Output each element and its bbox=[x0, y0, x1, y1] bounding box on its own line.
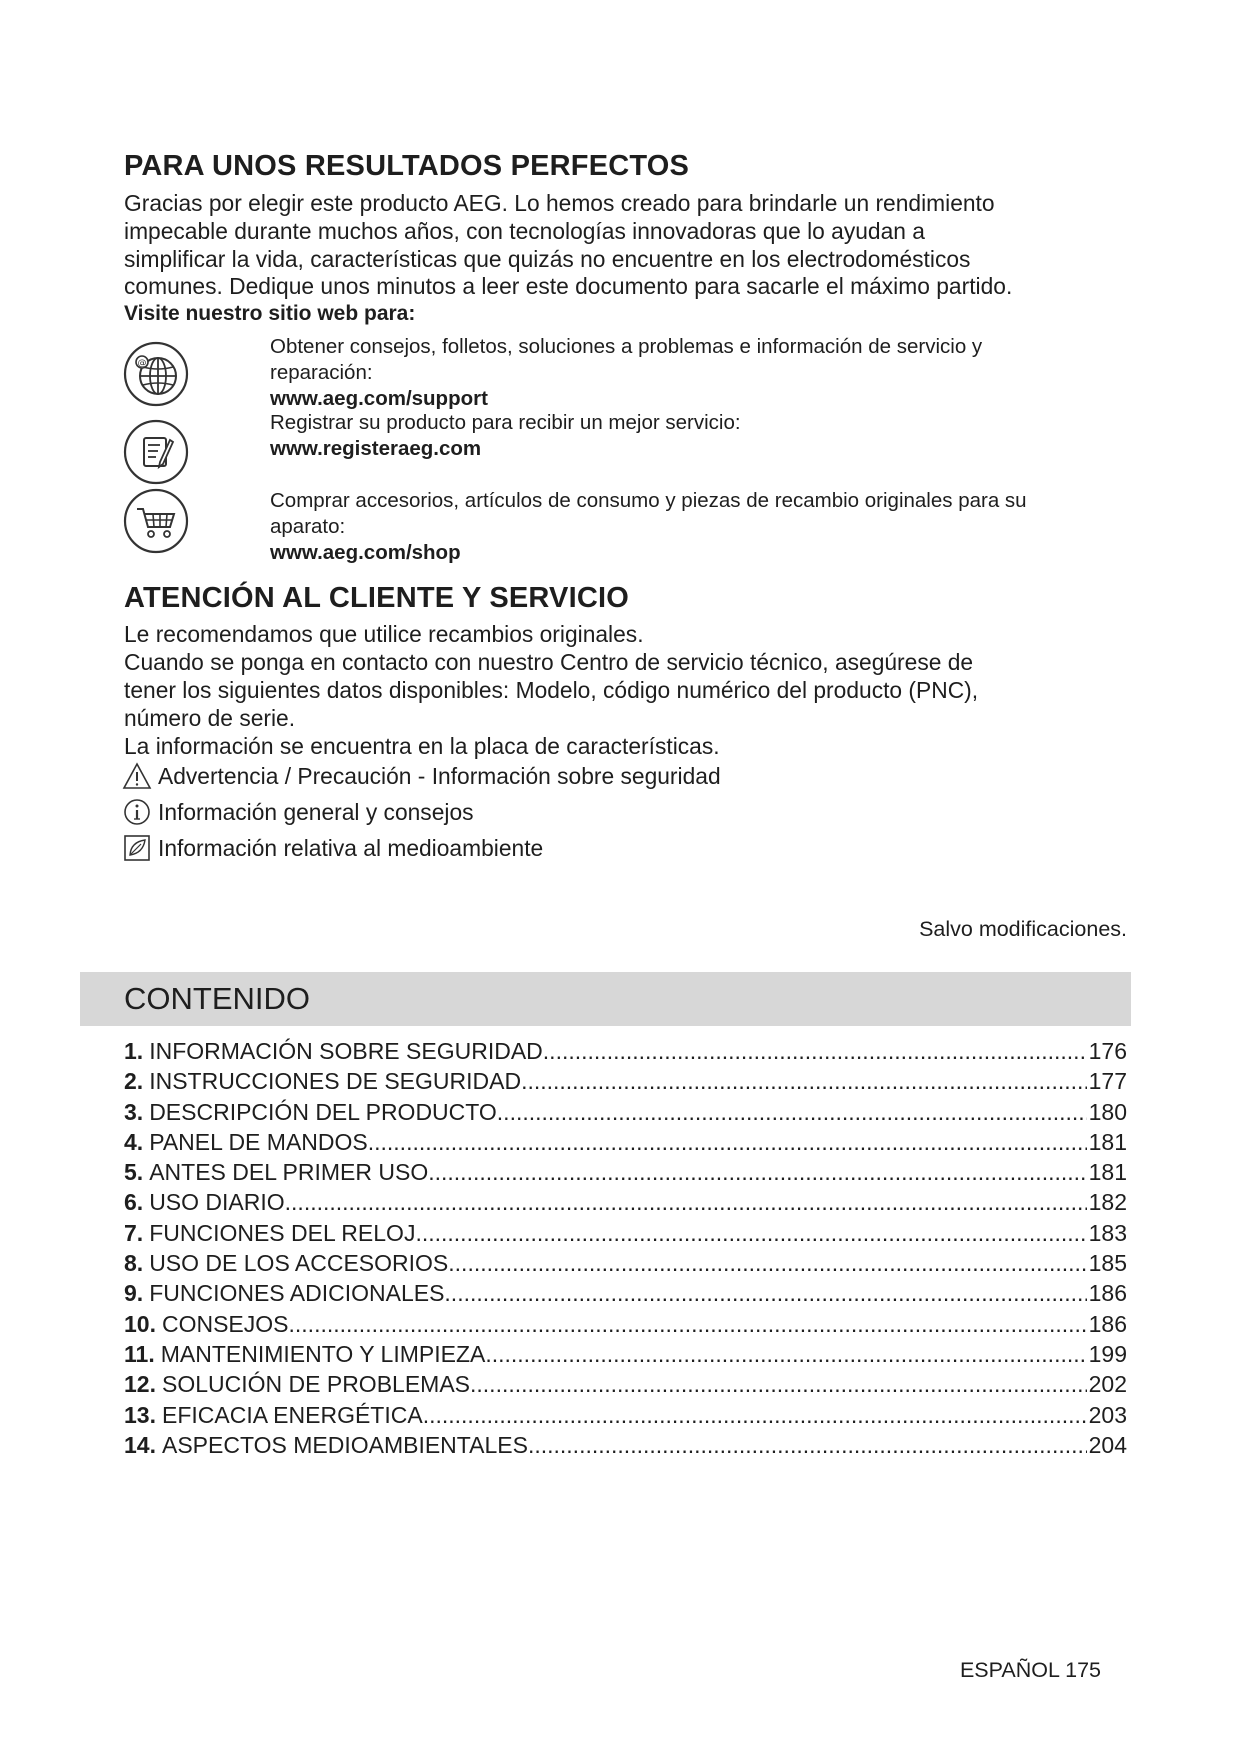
footer-language: ESPAÑOL bbox=[959, 1658, 1060, 1682]
toc-item-page: 202 bbox=[1088, 1371, 1127, 1398]
customer-line: Le recomendamos que utilice recambios originales. bbox=[124, 621, 644, 647]
toc-item-page: 183 bbox=[1088, 1219, 1127, 1246]
toc-item-label: CONSEJOS bbox=[161, 1310, 289, 1337]
toc-item-page: 181 bbox=[1088, 1159, 1127, 1186]
toc-item-label: EFICACIA ENERGÉTICA bbox=[161, 1401, 423, 1428]
link-shop-desc: Comprar accesorios, artículos de consumo y piezas de recambio originales para su bbox=[270, 489, 1027, 512]
toc-title: CONTENIDO bbox=[124, 981, 310, 1016]
toc-item-label: USO DE LOS ACCESORIOS bbox=[149, 1250, 449, 1277]
toc-item-number: 10. bbox=[124, 1310, 156, 1337]
legend-warning-label: Advertencia / Precaución - Información sobre seguridad bbox=[158, 762, 721, 789]
toc-item-page: 185 bbox=[1088, 1250, 1127, 1277]
toc-leader bbox=[521, 1068, 1087, 1095]
legend-info bbox=[122, 797, 474, 827]
toc-item-label: PANEL DE MANDOS bbox=[149, 1128, 368, 1155]
toc-item[interactable] bbox=[124, 1402, 1127, 1432]
toc-item-page: 204 bbox=[1088, 1431, 1127, 1458]
footer-page-number: 175 bbox=[1065, 1658, 1101, 1682]
legend-environment bbox=[122, 833, 543, 863]
environment-icon bbox=[122, 833, 152, 863]
modifications-note: Salvo modificaciones. bbox=[919, 917, 1127, 941]
toc-item-page: 182 bbox=[1088, 1189, 1127, 1216]
intro-paragraph bbox=[124, 190, 1124, 301]
toc-item[interactable] bbox=[124, 1371, 1127, 1401]
toc-leader bbox=[485, 1341, 1086, 1368]
toc-item-label: DESCRIPCIÓN DEL PRODUCTO bbox=[149, 1098, 497, 1125]
link-register bbox=[270, 410, 1110, 462]
toc-item-number: 12. bbox=[124, 1371, 156, 1398]
customer-line: La información se encuentra en la placa de características. bbox=[124, 733, 720, 759]
toc-item-page: 181 bbox=[1088, 1128, 1127, 1155]
toc-item-page: 203 bbox=[1088, 1401, 1127, 1428]
toc-item-number: 8. bbox=[124, 1250, 144, 1277]
toc-item-number: 7. bbox=[124, 1219, 144, 1246]
toc-item[interactable] bbox=[124, 1311, 1127, 1341]
link-support-desc: Obtener consejos, folletos, soluciones a problemas e información de servicio y bbox=[270, 335, 983, 358]
toc-leader bbox=[448, 1250, 1086, 1277]
toc-item-page: 177 bbox=[1088, 1068, 1127, 1095]
link-register-url[interactable]: www.registeraeg.com bbox=[270, 437, 482, 460]
toc-item[interactable] bbox=[124, 1129, 1127, 1159]
toc-leader bbox=[497, 1099, 1087, 1126]
toc-item[interactable] bbox=[124, 1432, 1127, 1462]
section-title-resultados: PARA UNOS RESULTADOS PERFECTOS bbox=[124, 150, 690, 182]
link-shop bbox=[270, 488, 1110, 566]
intro-line: simplificar la vida, características que quizás no encuentre en los electrodomésticos bbox=[124, 245, 971, 272]
toc-leader bbox=[428, 1159, 1086, 1186]
toc-leader bbox=[368, 1129, 1087, 1156]
toc-item-number: 4. bbox=[124, 1128, 144, 1155]
link-shop-desc: aparato: bbox=[270, 515, 346, 538]
toc-item[interactable] bbox=[124, 1280, 1127, 1310]
toc-item[interactable] bbox=[124, 1068, 1127, 1098]
toc-item[interactable] bbox=[124, 1159, 1127, 1189]
toc-item[interactable] bbox=[124, 1038, 1127, 1068]
toc-leader bbox=[423, 1402, 1087, 1429]
toc-item-number: 13. bbox=[124, 1401, 156, 1428]
toc-leader bbox=[289, 1311, 1087, 1338]
visit-label: Visite nuestro sitio web para: bbox=[124, 302, 416, 325]
toc-item-label: FUNCIONES DEL RELOJ bbox=[149, 1219, 416, 1246]
section-title-atencion: ATENCIÓN AL CLIENTE Y SERVICIO bbox=[124, 582, 629, 614]
toc-item-label: SOLUCIÓN DE PROBLEMAS bbox=[161, 1371, 471, 1398]
register-icon bbox=[122, 418, 190, 486]
toc-item[interactable] bbox=[124, 1099, 1127, 1129]
toc-leader bbox=[470, 1371, 1087, 1398]
toc-item[interactable] bbox=[124, 1250, 1127, 1280]
link-shop-url[interactable]: www.aeg.com/shop bbox=[270, 541, 461, 564]
page-footer bbox=[960, 1658, 1101, 1683]
customer-line: tener los siguientes datos disponibles: Modelo, código numérico del producto (PNC), bbox=[124, 677, 979, 703]
toc-item-page: 186 bbox=[1088, 1280, 1127, 1307]
toc-item-label: ANTES DEL PRIMER USO bbox=[149, 1159, 429, 1186]
toc-leader bbox=[444, 1280, 1086, 1307]
toc-item-page: 186 bbox=[1088, 1310, 1127, 1337]
legend-warning bbox=[122, 761, 721, 791]
toc-item[interactable] bbox=[124, 1189, 1127, 1219]
link-support bbox=[270, 334, 1110, 412]
globe-icon bbox=[122, 340, 190, 408]
legend-environment-label: Información relativa al medioambiente bbox=[158, 834, 544, 861]
toc-item-page: 199 bbox=[1088, 1340, 1127, 1367]
toc-item-number: 6. bbox=[124, 1189, 144, 1216]
customer-paragraph bbox=[124, 620, 1124, 760]
toc-leader bbox=[415, 1220, 1086, 1247]
toc-item-number: 14. bbox=[124, 1431, 156, 1458]
toc-item-number: 3. bbox=[124, 1098, 144, 1125]
toc-item-label: ASPECTOS MEDIOAMBIENTALES bbox=[161, 1431, 528, 1458]
intro-line: Gracias por elegir este producto AEG. Lo hemos creado para brindarle un rendimiento bbox=[124, 190, 995, 216]
customer-line: número de serie. bbox=[124, 705, 296, 731]
toc-item-label: FUNCIONES ADICIONALES bbox=[149, 1280, 445, 1307]
svg-text:@: @ bbox=[137, 358, 147, 369]
customer-line: Cuando se ponga en contacto con nuestro Centro de servicio técnico, asegúrese de bbox=[124, 649, 974, 675]
toc-item-label: USO DIARIO bbox=[149, 1189, 285, 1216]
toc-item-number: 9. bbox=[124, 1280, 144, 1307]
toc-leader bbox=[528, 1432, 1087, 1459]
toc-item-number: 5. bbox=[124, 1159, 144, 1186]
toc-item-number: 11. bbox=[124, 1340, 155, 1367]
link-register-desc: Registrar su producto para recibir un mejor servicio: bbox=[270, 411, 741, 434]
info-icon bbox=[122, 797, 152, 827]
toc-item-page: 180 bbox=[1088, 1098, 1127, 1125]
toc-item-number: 1. bbox=[124, 1038, 144, 1064]
table-of-contents bbox=[124, 1038, 1127, 1462]
toc-item-label: MANTENIMIENTO Y LIMPIEZA bbox=[160, 1340, 486, 1367]
toc-leader bbox=[285, 1189, 1087, 1216]
toc-item[interactable] bbox=[124, 1220, 1127, 1250]
toc-item[interactable] bbox=[124, 1341, 1127, 1371]
toc-item-page: 176 bbox=[1088, 1038, 1127, 1064]
warning-icon bbox=[122, 761, 152, 791]
legend-info-label: Información general y consejos bbox=[158, 798, 474, 825]
toc-item-label: INSTRUCCIONES DE SEGURIDAD bbox=[149, 1068, 522, 1095]
intro-line: comunes. Dedique unos minutos a leer este documento para sacarle el máximo partido. bbox=[124, 273, 1013, 300]
link-support-desc: reparación: bbox=[270, 361, 373, 384]
toc-item-label: INFORMACIÓN SOBRE SEGURIDAD bbox=[149, 1038, 543, 1064]
intro-line: impecable durante muchos años, con tecnologías innovadoras que lo ayudan a bbox=[124, 217, 925, 244]
toc-leader bbox=[543, 1038, 1087, 1065]
toc-item-number: 2. bbox=[124, 1068, 144, 1095]
cart-icon bbox=[122, 487, 190, 555]
link-support-url[interactable]: www.aeg.com/support bbox=[270, 387, 488, 410]
